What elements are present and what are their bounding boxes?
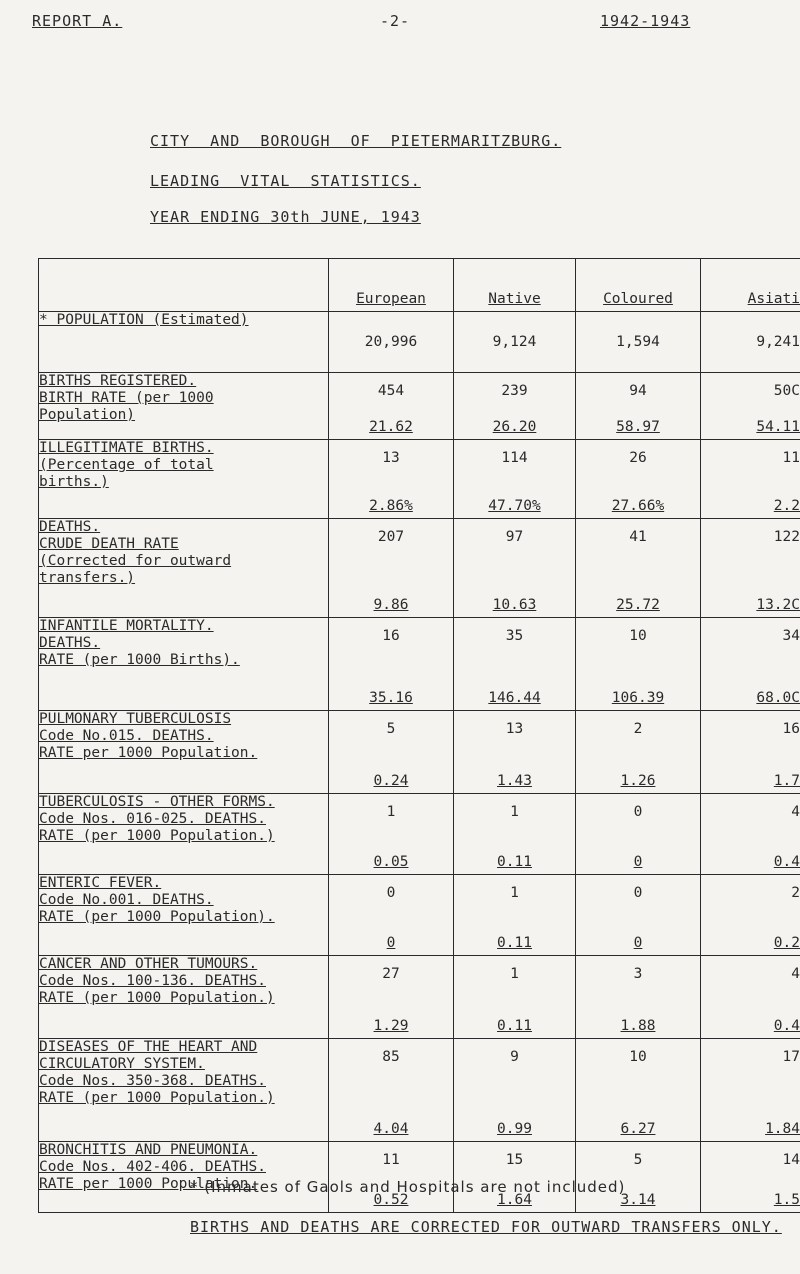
cell-rate: 0.05: [373, 854, 409, 870]
cell-count: 5: [386, 721, 396, 737]
cell-european: [329, 1142, 454, 1213]
report-header-left: REPORT A.: [32, 12, 123, 30]
cell-rate: 146.44: [488, 690, 541, 706]
cell-count: 17: [782, 1049, 800, 1065]
cell-rate: 0: [386, 935, 396, 951]
cell-rate: 21.62: [369, 419, 413, 435]
row-label-line: RATE (per 1000 Births).: [39, 652, 240, 668]
page-number: -2-: [380, 12, 411, 30]
cell-european: [329, 440, 454, 519]
row-label-line: Code Nos. 100-136. DEATHS.: [39, 973, 266, 989]
cell-native: [454, 794, 576, 875]
cell-asiatic: [701, 711, 800, 794]
cell-rate: 0: [633, 935, 643, 951]
document-subtitle: LEADING VITAL STATISTICS.: [150, 172, 421, 190]
cell-rate: 1.88: [620, 1018, 656, 1034]
row-label-line: RATE per 1000 Population.: [39, 1176, 258, 1192]
cell-rate: 26.20: [492, 419, 537, 435]
cell-count: 10: [629, 1049, 647, 1065]
cell-rate: 47.70%: [488, 498, 541, 514]
row-label-line: DEATHS.: [39, 519, 101, 535]
cell-count: 0: [633, 804, 643, 820]
cell-rate: 27.66%: [611, 498, 665, 514]
row-label-line: births.): [39, 474, 109, 490]
row-label-line: PULMONARY TUBERCULOSIS: [39, 711, 232, 727]
cell-rate: 58.97: [616, 419, 660, 435]
column-header-european: European: [329, 259, 454, 312]
cell-count: 11: [382, 1152, 400, 1168]
cell-count: 10: [629, 628, 647, 644]
cell-coloured: [576, 794, 701, 875]
row-label-line: transfers.): [39, 570, 136, 586]
row-label-line: Code Nos. 402-406. DEATHS.: [39, 1159, 266, 1175]
footnote-inmates: * (Inmates of Gaols and Hospitals are not included): [190, 1178, 626, 1196]
cell-native: [454, 519, 576, 618]
cell-rate: 10.63: [492, 597, 537, 613]
cell-rate: 9.86: [373, 597, 409, 613]
cell-rate: 0: [633, 854, 643, 870]
row-label-line: RATE (per 1000 Population.): [39, 990, 275, 1006]
cell-rate: 0.11: [497, 1018, 532, 1034]
row-label-line: (Corrected for outward: [39, 553, 232, 569]
cell-rate: 35.16: [369, 690, 413, 706]
cell-count: 3: [633, 966, 643, 982]
cell-count: 94: [629, 383, 647, 399]
cell-count: 26: [629, 450, 647, 466]
row-label-line: (Percentage of total: [39, 457, 214, 473]
cell-rate: 1.84: [765, 1121, 800, 1137]
row-label: [39, 373, 329, 440]
cell-asiatic: [701, 1039, 800, 1142]
cell-asiatic: [701, 956, 800, 1039]
cell-european: [329, 875, 454, 956]
cell-rate: 0.2: [773, 935, 800, 951]
table-row-population: [39, 312, 800, 373]
cell-rate: 0.52: [373, 1192, 409, 1208]
cell-count: 239: [501, 383, 528, 399]
cell-count: 9,124: [492, 334, 537, 350]
cell-asiatic: [701, 373, 800, 440]
row-label-line: CANCER AND OTHER TUMOURS.: [39, 956, 258, 972]
cell-count: 1: [510, 966, 519, 982]
cell-count: 35: [505, 628, 524, 644]
column-header-native: Native: [454, 259, 576, 312]
cell-asiatic: [701, 519, 800, 618]
cell-count: 122: [773, 529, 800, 545]
cell-count: 41: [629, 529, 647, 545]
row-label-line: INFANTILE MORTALITY.: [39, 618, 214, 634]
row-label-line: DEATHS.: [39, 635, 101, 651]
cell-coloured: [576, 519, 701, 618]
cell-coloured: [576, 1142, 701, 1213]
cell-count: 2: [633, 721, 643, 737]
row-label-line: RATE (per 1000 Population).: [39, 909, 275, 925]
cell-coloured: [576, 956, 701, 1039]
cell-rate: 54.11: [756, 419, 800, 435]
row-label-line: BRONCHITIS AND PNEUMONIA.: [39, 1142, 258, 1158]
cell-coloured: [576, 1039, 701, 1142]
cell-asiatic: [701, 794, 800, 875]
row-label-line: * POPULATION (Estimated): [39, 312, 249, 328]
cell-asiatic: [701, 440, 800, 519]
cell-rate: 0.24: [373, 773, 409, 789]
row-label: [39, 1142, 329, 1213]
cell-count: 1: [386, 804, 396, 820]
row-label: [39, 519, 329, 618]
document-title: CITY AND BOROUGH OF PIETERMARITZBURG.: [150, 132, 562, 150]
row-label-line: Code No.001. DEATHS.: [39, 892, 214, 908]
footnote-transfers: BIRTHS AND DEATHS ARE CORRECTED FOR OUTWARD TRANSFERS ONLY.: [190, 1218, 782, 1236]
cell-count: 207: [377, 529, 405, 545]
table-row-cancer-tumours: [39, 956, 800, 1039]
cell-rate: 1.29: [373, 1018, 409, 1034]
header-blank: [39, 259, 329, 312]
cell-rate: 4.04: [373, 1121, 409, 1137]
cell-asiatic: [701, 1142, 800, 1213]
cell-european: [329, 519, 454, 618]
cell-coloured: [576, 373, 701, 440]
row-label: [39, 875, 329, 956]
row-label-line: Code Nos. 350-368. DEATHS.: [39, 1073, 266, 1089]
row-label: [39, 956, 329, 1039]
row-label-line: BIRTHS REGISTERED.: [39, 373, 197, 389]
row-label: [39, 1039, 329, 1142]
cell-rate: 6.27: [620, 1121, 656, 1137]
cell-count: 9: [510, 1049, 519, 1065]
row-label-line: ENTERIC FEVER.: [39, 875, 162, 891]
row-label: [39, 440, 329, 519]
row-label-line: CIRCULATORY SYSTEM.: [39, 1056, 205, 1072]
cell-count: 14: [782, 1152, 800, 1168]
table-row-heart-circulatory: [39, 1039, 800, 1142]
report-year: 1942-1943: [600, 12, 691, 30]
cell-native: [454, 440, 576, 519]
cell-european: [329, 373, 454, 440]
cell-rate: 0.4: [773, 1018, 800, 1034]
cell-count: 11: [782, 450, 800, 466]
row-label: [39, 794, 329, 875]
cell-rate: 25.72: [616, 597, 660, 613]
cell-european: [329, 618, 454, 711]
table-row-tuberculosis-other: [39, 794, 800, 875]
table-row-illegitimate-births: [39, 440, 800, 519]
cell-native: [454, 1142, 576, 1213]
table-row-deaths: [39, 519, 800, 618]
cell-count: 13: [505, 721, 524, 737]
cell-count: 2: [791, 885, 800, 901]
cell-count: 4: [791, 804, 800, 820]
vital-statistics-table: [38, 258, 800, 1213]
cell-count: 20,996: [364, 334, 418, 350]
cell-asiatic: [701, 618, 800, 711]
cell-asiatic: [701, 875, 800, 956]
cell-rate: 1.26: [620, 773, 656, 789]
cell-rate: 13.2C: [756, 597, 800, 613]
cell-count: 1: [510, 885, 519, 901]
row-label-line: BIRTH RATE (per 1000: [39, 390, 214, 406]
cell-count: 27: [382, 966, 400, 982]
table-row-infantile-mortality: [39, 618, 800, 711]
cell-count: 85: [382, 1049, 400, 1065]
cell-native: [454, 711, 576, 794]
row-label: [39, 618, 329, 711]
cell-rate: 2.2: [773, 498, 800, 514]
row-label: [39, 711, 329, 794]
cell-count: 1: [510, 804, 519, 820]
cell-european: [329, 711, 454, 794]
cell-native: [454, 618, 576, 711]
cell-count: 16: [382, 628, 400, 644]
cell-rate: 1.7: [773, 773, 800, 789]
cell-coloured: [576, 618, 701, 711]
cell-count: 454: [377, 383, 405, 399]
cell-european: [329, 312, 454, 373]
cell-native: [454, 312, 576, 373]
cell-european: [329, 956, 454, 1039]
cell-european: [329, 794, 454, 875]
row-label-line: Code No.015. DEATHS.: [39, 728, 214, 744]
row-label-line: DISEASES OF THE HEART AND: [39, 1039, 258, 1055]
table-row-bronchitis-pneumonia: [39, 1142, 800, 1213]
cell-coloured: [576, 711, 701, 794]
cell-rate: 1.5: [773, 1192, 800, 1208]
cell-count: 4: [791, 966, 800, 982]
row-label-line: RATE (per 1000 Population.): [39, 1090, 275, 1106]
cell-coloured: [576, 875, 701, 956]
cell-rate: 3.14: [620, 1192, 656, 1208]
table-header-row: [39, 259, 800, 312]
cell-count: 9,241: [756, 334, 800, 350]
cell-coloured: [576, 312, 701, 373]
cell-count: 0: [386, 885, 396, 901]
cell-count: 34: [782, 628, 800, 644]
cell-count: 16: [782, 721, 800, 737]
cell-rate: 0.99: [497, 1121, 532, 1137]
row-label-line: RATE per 1000 Population.: [39, 745, 258, 761]
cell-count: 50C: [773, 383, 800, 399]
cell-count: 5: [633, 1152, 643, 1168]
row-label-line: Code Nos. 016-025. DEATHS.: [39, 811, 266, 827]
cell-count: 15: [505, 1152, 524, 1168]
row-label-line: CRUDE DEATH RATE: [39, 536, 179, 552]
table-row-enteric-fever: [39, 875, 800, 956]
cell-count: 114: [501, 450, 528, 466]
cell-coloured: [576, 440, 701, 519]
cell-native: [454, 1039, 576, 1142]
row-label-line: RATE (per 1000 Population.): [39, 828, 275, 844]
cell-native: [454, 373, 576, 440]
cell-native: [454, 956, 576, 1039]
cell-rate: 1.64: [497, 1192, 532, 1208]
cell-count: 13: [382, 450, 400, 466]
row-label-line: ILLEGITIMATE BIRTHS.: [39, 440, 214, 456]
cell-rate: 0.11: [497, 854, 532, 870]
cell-count: 1,594: [616, 334, 660, 350]
cell-rate: 106.39: [611, 690, 665, 706]
row-label-line: Population): [39, 407, 136, 423]
cell-rate: 68.0C: [756, 690, 800, 706]
cell-native: [454, 875, 576, 956]
column-header-coloured: Coloured: [576, 259, 701, 312]
cell-rate: 1.43: [497, 773, 532, 789]
row-label: [39, 312, 329, 373]
column-header-asiatic: Asiati: [701, 259, 800, 312]
cell-european: [329, 1039, 454, 1142]
cell-rate: 0.4: [773, 854, 800, 870]
cell-rate: 2.86%: [369, 498, 413, 514]
cell-rate: 0.11: [497, 935, 532, 951]
row-label-line: TUBERCULOSIS - OTHER FORMS.: [39, 794, 275, 810]
cell-count: 0: [633, 885, 643, 901]
cell-count: 97: [505, 529, 524, 545]
table-row-pulmonary-tuberculosis: [39, 711, 800, 794]
cell-asiatic: [701, 312, 800, 373]
document-period: YEAR ENDING 30th JUNE, 1943: [150, 208, 421, 226]
table-row-births: [39, 373, 800, 440]
